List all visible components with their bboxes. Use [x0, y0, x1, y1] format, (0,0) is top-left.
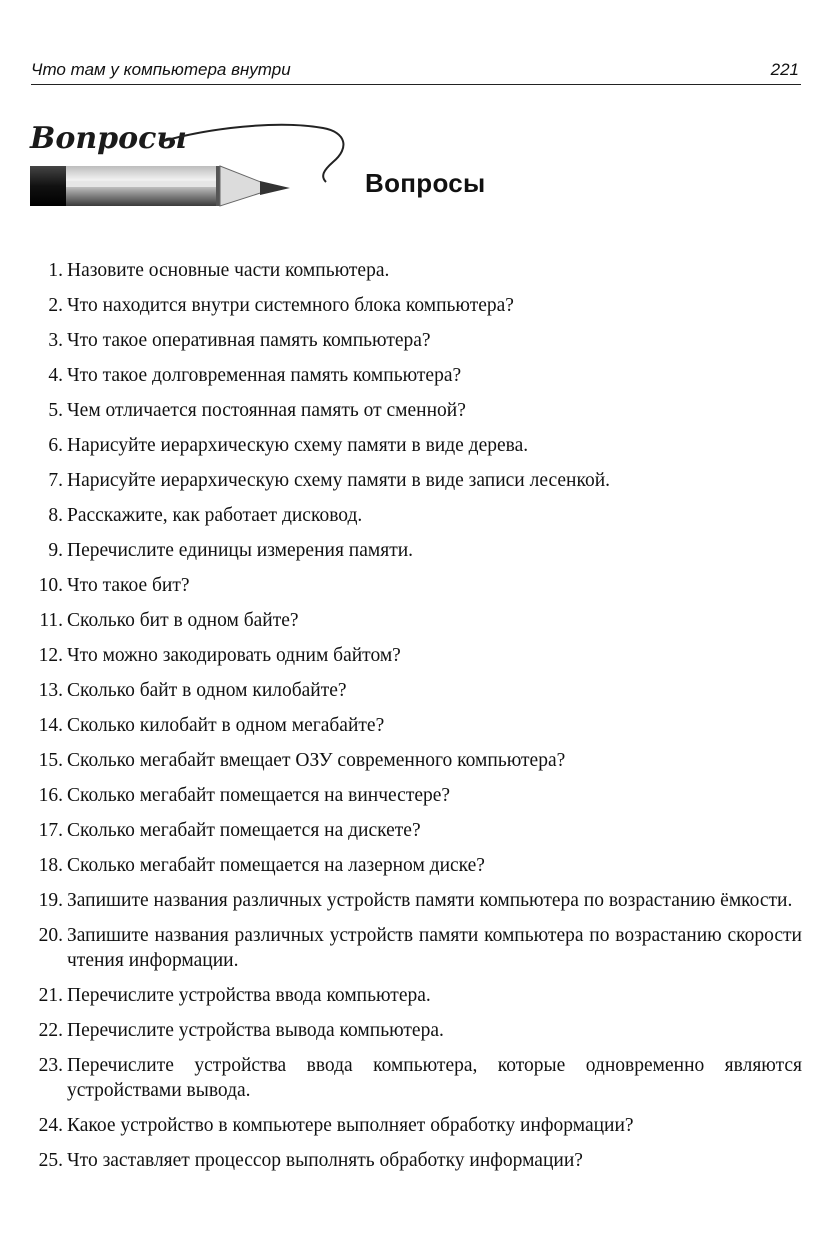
question-number: 14.: [38, 715, 63, 736]
question-text: Что заставляет процессор выполнять обработку информации?: [67, 1150, 583, 1171]
question-text: Перечислите единицы измерения памяти.: [67, 540, 414, 561]
question-item: [30, 608, 802, 633]
question-number: 3.: [48, 330, 63, 351]
question-item: [30, 1053, 802, 1103]
question-item: [30, 678, 802, 703]
question-number: 5.: [48, 400, 63, 421]
question-text: Перечислите устройства ввода компьютера, которые одновременно являются устройствами вывода.: [67, 1055, 802, 1101]
question-item: [30, 503, 802, 528]
question-number: 8.: [48, 505, 63, 526]
question-number: 12.: [38, 645, 63, 666]
question-text: Сколько килобайт в одном мегабайте?: [67, 715, 385, 736]
question-item: [30, 293, 802, 318]
question-item: [30, 573, 802, 598]
question-text: Запишите названия различных устройств памяти компьютера по возрастанию скорости чтения информации.: [67, 925, 802, 971]
question-text: Что такое оперативная память компьютера?: [67, 330, 431, 351]
question-number: 13.: [38, 680, 63, 701]
question-number: 15.: [38, 750, 63, 771]
question-text: Назовите основные части компьютера.: [67, 260, 390, 281]
question-number: 22.: [38, 1020, 63, 1041]
question-number: 10.: [38, 575, 63, 596]
question-text: Нарисуйте иерархическую схему памяти в виде дерева.: [67, 435, 529, 456]
question-text: Перечислите устройства ввода компьютера.: [67, 985, 431, 1006]
running-header: [31, 58, 801, 85]
question-text: Нарисуйте иерархическую схему памяти в виде записи лесенкой.: [67, 470, 611, 491]
question-item: [30, 713, 802, 738]
question-number: 11.: [39, 610, 63, 631]
question-text: Что находится внутри системного блока компьютера?: [67, 295, 514, 316]
question-text: Какое устройство в компьютере выполняет обработку информации?: [67, 1115, 634, 1136]
question-number: 18.: [38, 855, 63, 876]
question-text: Сколько мегабайт помещается на винчестере?: [67, 785, 451, 806]
question-item: [30, 1113, 802, 1138]
section-title: Вопросы: [365, 168, 486, 198]
question-item: [30, 538, 802, 563]
question-text: Чем отличается постоянная память от сменной?: [67, 400, 466, 421]
question-text: Сколько мегабайт помещается на дискете?: [67, 820, 421, 841]
question-text: Что такое бит?: [67, 575, 190, 596]
question-number: 20.: [38, 925, 63, 946]
question-number: 19.: [38, 890, 63, 911]
question-text: Что можно закодировать одним байтом?: [67, 645, 401, 666]
question-item: [30, 888, 802, 913]
question-number: 4.: [48, 365, 63, 386]
question-item: [30, 398, 802, 423]
question-item: [30, 853, 802, 878]
question-item: [30, 328, 802, 353]
question-number: 25.: [38, 1150, 63, 1171]
question-item: [30, 783, 802, 808]
question-item: [30, 643, 802, 668]
question-number: 2.: [48, 295, 63, 316]
pencil-icon: [30, 166, 290, 206]
question-text: Сколько мегабайт помещается на лазерном диске?: [67, 855, 485, 876]
question-text: Сколько мегабайт вмещает ОЗУ современного компьютера?: [67, 750, 566, 771]
question-number: 17.: [38, 820, 63, 841]
running-title: Что там у компьютера внутри: [31, 60, 291, 79]
banner-script-label: Вопросы: [30, 121, 187, 156]
question-number: 1.: [48, 260, 63, 281]
question-item: [30, 748, 802, 773]
question-item: [30, 983, 802, 1008]
questions-list: [30, 258, 802, 1183]
question-number: 6.: [48, 435, 63, 456]
question-number: 23.: [38, 1055, 63, 1076]
question-item: [30, 258, 802, 283]
question-number: 16.: [38, 785, 63, 806]
question-number: 7.: [48, 470, 63, 491]
question-item: [30, 468, 802, 493]
questions-banner: [28, 110, 358, 220]
question-text: Сколько бит в одном байте?: [67, 610, 299, 631]
question-item: [30, 923, 802, 973]
page-number: 221: [770, 60, 799, 79]
question-text: Запишите названия различных устройств памяти компьютера по возрастанию ёмкости.: [67, 890, 793, 911]
question-text: Расскажите, как работает дисковод.: [67, 505, 363, 526]
question-text: Сколько байт в одном килобайте?: [67, 680, 347, 701]
question-number: 9.: [48, 540, 63, 561]
question-item: [30, 363, 802, 388]
question-item: [30, 1018, 802, 1043]
question-number: 21.: [38, 985, 63, 1006]
question-item: [30, 1148, 802, 1173]
question-text: Что такое долговременная память компьютера?: [67, 365, 462, 386]
question-item: [30, 818, 802, 843]
question-text: Перечислите устройства вывода компьютера.: [67, 1020, 444, 1041]
question-number: 24.: [38, 1115, 63, 1136]
question-item: [30, 433, 802, 458]
